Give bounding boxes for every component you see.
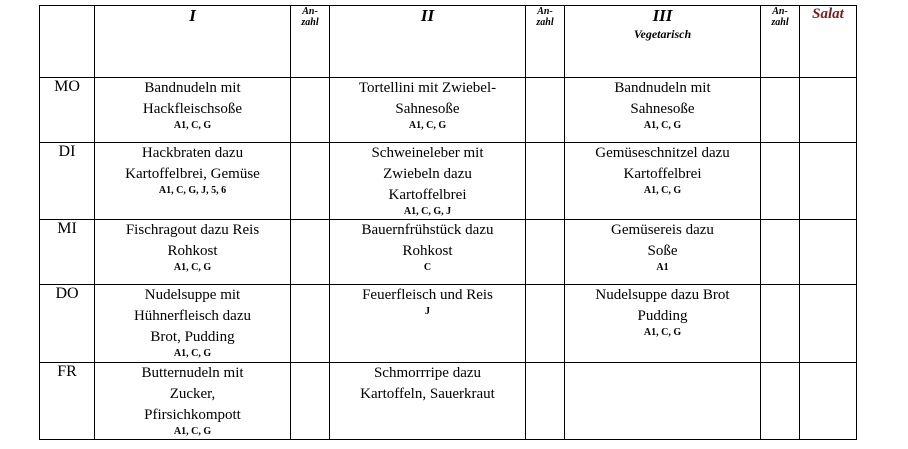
dish-text: Hackfleischsoße bbox=[142, 101, 243, 117]
dish-text: Butternudeln mit bbox=[141, 365, 244, 381]
menu-row-do bbox=[40, 285, 857, 363]
dish-cell-menu-3 bbox=[565, 220, 761, 285]
dish-cell-menu-2 bbox=[330, 285, 526, 363]
count-cell-menu-3 bbox=[761, 285, 800, 363]
count-cell-menu-3 bbox=[761, 220, 800, 285]
dish-text: Pfirsichkompott bbox=[144, 407, 241, 423]
dish-text: Kartoffelbrei bbox=[388, 187, 467, 203]
header-count-2 bbox=[526, 6, 565, 78]
dish-cell-menu-1 bbox=[95, 220, 291, 285]
day-label: FR bbox=[40, 363, 95, 440]
allergen-codes: J bbox=[425, 306, 430, 317]
allergen-codes: C bbox=[423, 262, 432, 273]
dish-text: Bandnudeln mit bbox=[614, 80, 711, 96]
header-count-2-line2: zahl bbox=[536, 17, 554, 28]
dish-text: Gemüsereis dazu bbox=[611, 222, 714, 238]
allergen-codes: A1, C, G bbox=[173, 262, 212, 273]
header-count-3-line2: zahl bbox=[771, 17, 789, 28]
count-cell-menu-1 bbox=[291, 220, 330, 285]
dish-cell-menu-1 bbox=[95, 363, 291, 440]
allergen-codes: A1, C, G bbox=[643, 185, 682, 196]
count-cell-menu-1 bbox=[291, 363, 330, 440]
header-count-3 bbox=[761, 6, 800, 78]
dish-text: Hühnerfleisch dazu bbox=[133, 308, 252, 324]
dish-text: Kartoffelbrei, Gemüse bbox=[125, 166, 260, 182]
count-cell-menu-3 bbox=[761, 363, 800, 440]
dish-text: Zucker, bbox=[169, 386, 216, 402]
day-label: MO bbox=[40, 78, 95, 143]
header-salat: Salat bbox=[800, 6, 857, 78]
menu-row-mi bbox=[40, 220, 857, 285]
dish-text: Brot, Pudding bbox=[150, 329, 235, 345]
dish-cell-menu-3 bbox=[565, 363, 761, 440]
allergen-codes: A1, C, G bbox=[643, 327, 682, 338]
dish-cell-menu-2 bbox=[330, 220, 526, 285]
header-count-1-line1: An- bbox=[302, 6, 318, 17]
menu-row-mo bbox=[40, 78, 857, 143]
dish-text: Kartoffeln, Sauerkraut bbox=[360, 386, 495, 402]
allergen-codes: A1, C, G, J, 5, 6 bbox=[158, 185, 227, 196]
dish-text: Gemüseschnitzel dazu bbox=[595, 145, 730, 161]
dish-cell-menu-3 bbox=[565, 285, 761, 363]
header-menu-3-subtitle: Vegetarisch bbox=[633, 27, 692, 41]
dish-text: Sahnesoße bbox=[395, 101, 460, 117]
header-row bbox=[40, 6, 857, 78]
count-cell-menu-3 bbox=[761, 78, 800, 143]
dish-text: Sahnesoße bbox=[630, 101, 695, 117]
dish-text: Pudding bbox=[637, 308, 688, 324]
dish-cell-menu-2 bbox=[330, 78, 526, 143]
header-count-1 bbox=[291, 6, 330, 78]
allergen-codes: A1, C, G bbox=[173, 348, 212, 359]
dish-cell-menu-1 bbox=[95, 285, 291, 363]
dish-text: Fischragout dazu Reis bbox=[125, 222, 260, 238]
count-cell-menu-2 bbox=[526, 220, 565, 285]
salat-cell bbox=[800, 285, 857, 363]
dish-cell-menu-1 bbox=[95, 143, 291, 220]
salat-cell bbox=[800, 363, 857, 440]
dish-cell-menu-2 bbox=[330, 363, 526, 440]
menu-table bbox=[39, 5, 857, 440]
count-cell-menu-1 bbox=[291, 143, 330, 220]
count-cell-menu-3 bbox=[761, 143, 800, 220]
salat-cell bbox=[800, 220, 857, 285]
dish-cell-menu-2 bbox=[330, 143, 526, 220]
header-count-3-line1: An- bbox=[772, 6, 788, 17]
dish-text: Bauernfrühstück dazu bbox=[361, 222, 494, 238]
dish-text: Nudelsuppe dazu Brot bbox=[595, 287, 730, 303]
dish-text: Rohkost bbox=[402, 243, 453, 259]
allergen-codes: A1, C, G bbox=[408, 120, 447, 131]
day-label: DI bbox=[40, 143, 95, 220]
menu-row-di bbox=[40, 143, 857, 220]
dish-text: Schmorrripe dazu bbox=[373, 365, 482, 381]
count-cell-menu-1 bbox=[291, 78, 330, 143]
allergen-codes: A1, C, G bbox=[173, 120, 212, 131]
header-menu-3 bbox=[565, 6, 761, 78]
count-cell-menu-2 bbox=[526, 78, 565, 143]
salat-cell bbox=[800, 143, 857, 220]
header-menu-3-title: III bbox=[652, 6, 673, 25]
dish-text: Hackbraten dazu bbox=[141, 145, 244, 161]
dish-text: Tortellini mit Zwiebel- bbox=[358, 80, 497, 96]
count-cell-menu-1 bbox=[291, 285, 330, 363]
dish-text: Bandnudeln mit bbox=[144, 80, 241, 96]
dish-text: Rohkost bbox=[167, 243, 218, 259]
header-menu-2: II bbox=[330, 6, 526, 78]
dish-text: Feuerfleisch und Reis bbox=[362, 287, 493, 303]
count-cell-menu-2 bbox=[526, 363, 565, 440]
salat-cell bbox=[800, 78, 857, 143]
header-menu-1: I bbox=[95, 6, 291, 78]
header-corner-cell bbox=[40, 6, 95, 78]
allergen-codes: A1, C, G bbox=[173, 426, 212, 437]
header-count-2-line1: An- bbox=[537, 6, 553, 17]
allergen-codes: A1, C, G bbox=[643, 120, 682, 131]
dish-cell-menu-3 bbox=[565, 143, 761, 220]
dish-cell-menu-1 bbox=[95, 78, 291, 143]
dish-cell-menu-3 bbox=[565, 78, 761, 143]
count-cell-menu-2 bbox=[526, 143, 565, 220]
allergen-codes: A1, C, G, J bbox=[403, 206, 452, 217]
day-label: MI bbox=[40, 220, 95, 285]
dish-text: Soße bbox=[647, 243, 678, 259]
dish-text: Zwiebeln dazu bbox=[383, 166, 472, 182]
day-label: DO bbox=[40, 285, 95, 363]
menu-row-fr bbox=[40, 363, 857, 440]
dish-text: Kartoffelbrei bbox=[623, 166, 702, 182]
allergen-codes: A1 bbox=[656, 262, 669, 273]
dish-text: Schweineleber mit bbox=[371, 145, 484, 161]
dish-text: Nudelsuppe mit bbox=[144, 287, 241, 303]
header-count-1-line2: zahl bbox=[301, 17, 319, 28]
count-cell-menu-2 bbox=[526, 285, 565, 363]
